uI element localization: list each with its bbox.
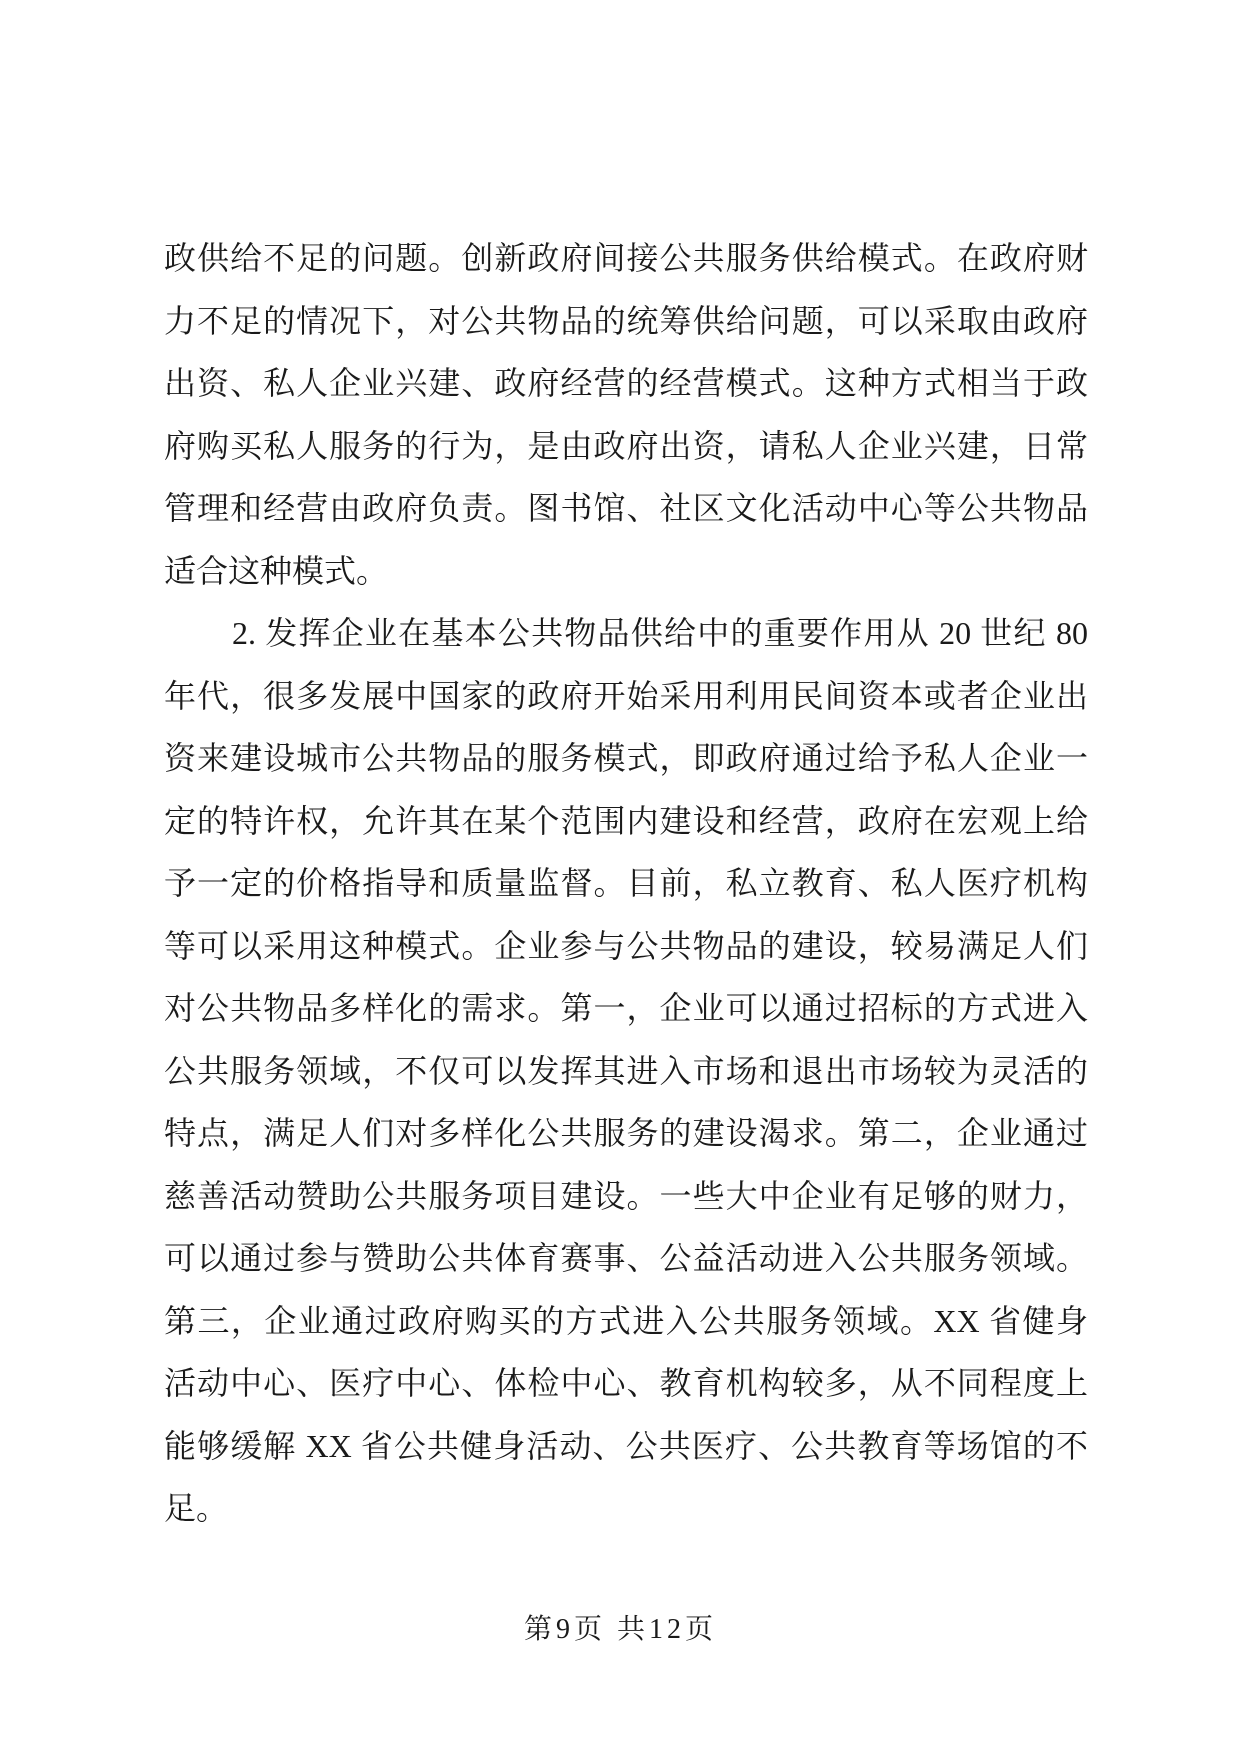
text-line: 对公共物品多样化的需求。第一，企业可以通过招标的方式进入 bbox=[164, 990, 1088, 1026]
text-line: 特点，满足人们对多样化公共服务的建设渴求。第二，企业通过 bbox=[164, 1115, 1088, 1151]
text-line: 第三，企业通过政府购买的方式进入公共服务领域。XX 省健身 bbox=[164, 1302, 1088, 1339]
text-line: 管理和经营由政府负责。图书馆、社区文化活动中心等公共物品 bbox=[164, 490, 1088, 526]
document-body bbox=[164, 227, 1088, 1540]
text-line: 政供给不足的问题。创新政府间接公共服务供给模式。在政府财 bbox=[164, 240, 1088, 276]
text-line: 足。 bbox=[164, 1490, 229, 1526]
text-line: 力不足的情况下，对公共物品的统筹供给问题，可以采取由政府 bbox=[164, 302, 1088, 339]
text-line: 2. 发挥企业在基本公共物品供给中的重要作用从 20 世纪 80 bbox=[232, 615, 1088, 651]
text-line: 可以通过参与赞助公共体育赛事、公益活动进入公共服务领域。 bbox=[164, 1240, 1088, 1276]
text-line: 活动中心、医疗中心、体检中心、教育机构较多，从不同程度上 bbox=[164, 1365, 1088, 1401]
text-line: 年代，很多发展中国家的政府开始采用利用民间资本或者企业出 bbox=[164, 677, 1088, 714]
text-line: 公共服务领域，不仅可以发挥其进入市场和退出市场较为灵活的 bbox=[164, 1052, 1088, 1089]
text-line: 适合这种模式。 bbox=[164, 552, 389, 589]
text-line: 定的特许权，允许其在某个范围内建设和经营，政府在宏观上给 bbox=[164, 802, 1088, 839]
page-number: 第9页 共12页 bbox=[523, 1614, 717, 1645]
text-line: 等可以采用这种模式。企业参与公共物品的建设，较易满足人们 bbox=[164, 927, 1088, 964]
text-line: 府购买私人服务的行为，是由政府出资，请私人企业兴建，日常 bbox=[164, 427, 1088, 464]
text-line: 能够缓解 XX 省公共健身活动、公共医疗、公共教育等场馆的不 bbox=[164, 1427, 1088, 1464]
text-line: 资来建设城市公共物品的服务模式，即政府通过给予私人企业一 bbox=[164, 740, 1088, 776]
text-line: 出资、私人企业兴建、政府经营的经营模式。这种方式相当于政 bbox=[164, 365, 1088, 401]
text-line: 慈善活动赞助公共服务项目建设。一些大中企业有足够的财力， bbox=[164, 1177, 1088, 1214]
page-footer bbox=[0, 1610, 1241, 1650]
text-line: 予一定的价格指导和质量监督。目前，私立教育、私人医疗机构 bbox=[164, 865, 1088, 901]
